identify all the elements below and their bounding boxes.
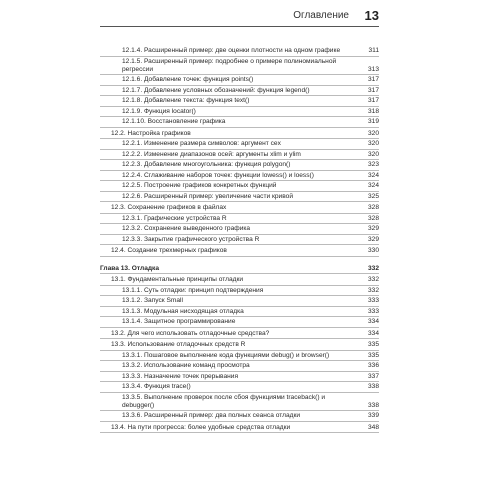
toc-entry-page: 330 xyxy=(367,247,379,254)
toc-entry-page: 329 xyxy=(367,225,379,232)
toc-entry-title: 13.3.4. Функция trace() xyxy=(122,383,191,390)
toc-subsection-entry xyxy=(100,394,379,412)
toc-entry-title: Глава 13. Отладка xyxy=(100,264,160,272)
toc-section-entry xyxy=(100,424,379,434)
toc-entry-title: 13.3.6. Расширенный пример: два полных сеанса отладки xyxy=(122,412,301,419)
toc-subsection-entry xyxy=(100,236,379,246)
toc-entry-page: 333 xyxy=(367,307,379,315)
toc-entry-title: 12.4. Создание трехмерных графиков xyxy=(111,247,227,254)
toc-entry-page: 336 xyxy=(367,362,379,369)
toc-subsection-entry xyxy=(100,58,379,76)
toc-entry-title: 12.2.5. Построение графиков конкретных функций xyxy=(122,182,277,189)
toc-subsection-entry xyxy=(100,215,379,225)
toc-entry-page: 335 xyxy=(367,351,379,359)
toc-entry-title: 12.1.9. Функция locator() xyxy=(122,107,196,115)
toc-entry-title: 12.1.4. Расширенный пример: две оценки плотности на одном графике xyxy=(122,47,341,54)
toc-subsection-entry xyxy=(100,87,379,97)
toc-entry-page: 324 xyxy=(367,171,379,179)
toc-subsection-entry xyxy=(100,151,379,161)
toc-subsection-entry xyxy=(100,352,379,362)
toc-entry-title: 13.1.4. Защитное программирование xyxy=(122,318,236,325)
toc-entry-page: 324 xyxy=(367,182,379,189)
toc-entry-title: 13.3.1. Пошаговое выполнение кода функциями debug() и browser() xyxy=(122,351,330,359)
toc-subsection-entry xyxy=(100,97,379,107)
toc-entry-title: 13.3.2. Использование команд просмотра xyxy=(122,362,250,369)
toc-subsection-entry xyxy=(100,108,379,118)
toc-entry-title: 12.2.3. Добавление многоугольника: функция polygon() xyxy=(122,161,291,168)
toc-subsection-entry xyxy=(100,318,379,328)
toc-subsection-entry xyxy=(100,362,379,372)
toc-section-entry xyxy=(100,276,379,286)
toc-entry-page: 323 xyxy=(367,161,379,168)
toc-entry-title: 13.1.3. Модульная нисходящая отладка xyxy=(122,307,244,315)
toc-entry-page: 348 xyxy=(367,423,379,431)
toc-entry-title: 12.1.6. Добавление точек: функция points() xyxy=(122,76,254,83)
toc-subsection-entry xyxy=(100,161,379,171)
toc-entry-page: 318 xyxy=(367,107,379,115)
toc-entry-page: 339 xyxy=(367,412,379,419)
toc-entry-page: 334 xyxy=(367,318,379,325)
toc-entry-title: 13.1.2. Запуск Small xyxy=(122,297,183,304)
toc-entry-page: 317 xyxy=(367,97,379,104)
toc-entry-title: 13.3.3. Назначение точек прерывания xyxy=(122,372,239,380)
toc-entry-page: 334 xyxy=(367,329,379,337)
toc-subsection-entry xyxy=(100,308,379,318)
toc-section-entry xyxy=(100,341,379,351)
toc-entry-title: 12.2.2. Изменение диапазонов осей: аргументы xlim и ylim xyxy=(122,150,301,158)
toc-entry-page: 328 xyxy=(367,214,379,222)
toc-entry-title: 13.4. На пути прогресса: более удобные средства отладки xyxy=(111,423,291,431)
toc-entry-page: 335 xyxy=(367,341,379,348)
toc-entry-page: 313 xyxy=(367,65,379,73)
toc-subsection-entry xyxy=(100,118,379,128)
toc-entry-title: 12.1.8. Добавление текста: функция text() xyxy=(122,97,250,104)
toc-entry-title: 12.3.3. Закрытие графического устройства R xyxy=(122,235,260,243)
toc-section-entry xyxy=(100,330,379,340)
toc-subsection-entry xyxy=(100,172,379,182)
toc-entry-page: 328 xyxy=(367,204,379,211)
toc-section-entry xyxy=(100,247,379,257)
toc-entry-title: 12.3.1. Графические устройства R xyxy=(122,214,227,222)
toc-entry-page: 325 xyxy=(367,192,379,200)
toc-subsection-entry xyxy=(100,412,379,422)
toc-entry-title: 12.2.6. Расширенный пример: увеличение части кривой xyxy=(122,192,294,200)
toc-entry-title: 12.1.5. Расширенный пример: подробнее о примере полиномиальной регрессии xyxy=(122,57,337,73)
toc-subsection-entry xyxy=(100,47,379,57)
toc-subsection-entry xyxy=(100,140,379,150)
toc-entry-page: 332 xyxy=(367,264,379,272)
toc-subsection-entry xyxy=(100,193,379,203)
page-number: 13 xyxy=(364,8,379,23)
toc-entry-page: 320 xyxy=(367,129,379,137)
toc-entry-page: 332 xyxy=(367,286,379,294)
toc-entry-page: 320 xyxy=(367,140,379,147)
toc-entry-page: 319 xyxy=(367,118,379,125)
toc-entry-title: 12.3. Сохранение графиков в файлах xyxy=(111,204,227,211)
toc-subsection-entry xyxy=(100,297,379,307)
toc-entry-page: 317 xyxy=(367,76,379,83)
table-of-contents xyxy=(100,47,379,433)
toc-entry-page: 338 xyxy=(367,383,379,390)
toc-entry-title: 12.3.2. Сохранение выведенного графика xyxy=(122,225,251,232)
toc-entry-title: 12.1.10. Восстановление графика xyxy=(122,118,226,125)
toc-entry-page: 311 xyxy=(368,47,379,54)
toc-section-entry xyxy=(100,130,379,140)
toc-entry-title: 13.1.1. Суть отладки: принцип подтверждения xyxy=(122,286,264,294)
toc-entry-title: 13.1. Фундаментальные принципы отладки xyxy=(111,276,244,283)
toc-subsection-entry xyxy=(100,76,379,86)
toc-entry-title: 13.3. Использование отладочных средств R xyxy=(111,341,246,348)
page-header xyxy=(100,8,379,27)
toc-entry-title: 12.2.1. Изменение размера символов: аргумент cex xyxy=(122,140,281,147)
toc-section-entry xyxy=(100,204,379,214)
toc-entry-title: 12.1.7. Добавление условных обозначений: функция legend() xyxy=(122,86,310,94)
toc-entry-page: 329 xyxy=(367,235,379,243)
toc-chapter-entry xyxy=(100,265,379,275)
toc-subsection-entry xyxy=(100,287,379,297)
toc-entry-title: 12.2. Настройка графиков xyxy=(111,129,191,137)
toc-entry-title: 13.3.5. Выполнение проверок после сбоя функциями traceback() и debugger() xyxy=(122,393,326,409)
running-header-title: Оглавление xyxy=(293,10,349,21)
toc-entry-title: 12.2.4. Сглаживание наборов точек: функции lowess() и loess() xyxy=(122,171,314,179)
toc-entry-page: 317 xyxy=(367,86,379,94)
toc-subsection-entry xyxy=(100,182,379,192)
toc-entry-page: 332 xyxy=(367,276,379,283)
toc-subsection-entry xyxy=(100,383,379,393)
toc-entry-page: 320 xyxy=(367,150,379,158)
toc-entry-title: 13.2. Для чего использовать отладочные средства? xyxy=(111,329,270,337)
toc-entry-page: 337 xyxy=(367,372,379,380)
toc-entry-page: 333 xyxy=(367,297,379,304)
toc-subsection-entry xyxy=(100,225,379,235)
toc-subsection-entry xyxy=(100,373,379,383)
toc-entry-page: 338 xyxy=(367,401,379,409)
